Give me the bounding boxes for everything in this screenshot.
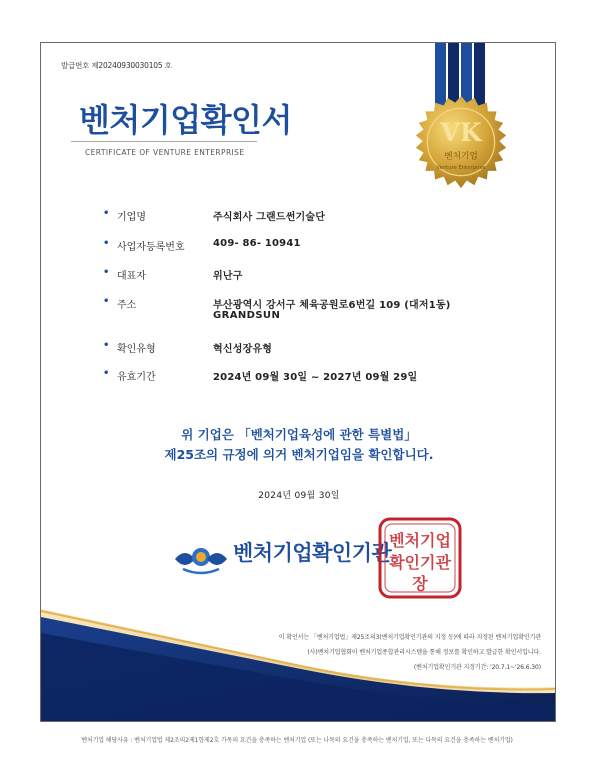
official-seal-icon xyxy=(377,516,463,600)
bullet: • xyxy=(103,368,110,379)
medal-monogram: VK xyxy=(440,118,482,148)
field-label: 유효기간 xyxy=(117,372,156,383)
issuance-note-3: (벤처기업확인기관 지정기간: '20.7.1~'26.6.30) xyxy=(413,664,541,671)
svg-text:확인기관: 확인기관 xyxy=(389,553,451,572)
issuance-note-2: (사)벤처기업협회이 벤처기업종합관리시스템을 통해 정보를 확인하고 발급한 확인서입니다. xyxy=(307,649,541,656)
issue-date: 2024년 09월 30일 xyxy=(258,491,340,501)
statement-line-2: 제25조의 규정에 의거 벤처기업임을 확인합니다. xyxy=(164,447,434,462)
bullet: • xyxy=(103,208,110,219)
medal-korean: 벤처기업 xyxy=(444,151,478,162)
bullet: • xyxy=(103,267,110,278)
venture-medal-icon xyxy=(413,95,509,191)
field-label: 사업자등록번호 xyxy=(117,242,185,253)
field-value: 주식회사 그랜드썬기술단 xyxy=(213,212,326,223)
title-divider xyxy=(71,141,257,142)
statement-line-1: 위 기업은 「벤처기업육성에 관한 특별법」 xyxy=(181,427,417,442)
svg-text:벤처기업: 벤처기업 xyxy=(389,531,451,550)
organization-logo-icon xyxy=(173,543,229,575)
field-value: 2024년 09월 30일 ~ 2027년 09월 29일 xyxy=(213,372,418,383)
field-label: 주소 xyxy=(117,300,137,311)
bullet: • xyxy=(103,340,110,351)
bullet: • xyxy=(103,238,110,249)
issuance-note-1: 이 확인서는 「벤처기업법」제25조의3(벤처기업확인기관의 지정 등)에 따라 지정된 벤처기업확인기관 xyxy=(278,634,541,641)
field-label: 대표자 xyxy=(117,271,146,282)
footer-reason: 벤처기업 해당사유 : 벤처기업법 제2조의2제1항제2호 가목의 요건을 충족하는 벤처기업 (또는 나목의 요건을 충족하는 벤처기업, 또는 다목의 요건을 충족하는 벤처기업) xyxy=(81,737,513,744)
bullet: • xyxy=(103,296,110,307)
svg-text:장: 장 xyxy=(412,574,428,593)
organization-name: 벤처기업확인기관 xyxy=(233,541,392,565)
field-value: 409- 86- 10941 xyxy=(213,238,301,249)
field-label: 기업명 xyxy=(117,212,146,223)
certificate xyxy=(40,42,556,722)
field-value: 부산광역시 강서구 체육공원로6번길 109 (대저1동) xyxy=(213,300,451,311)
field-value: 혁신성장유형 xyxy=(213,344,273,355)
field-value-line2: GRANDSUN xyxy=(213,310,281,321)
field-value: 위난구 xyxy=(213,271,243,282)
document-subtitle: CERTIFICATE OF VENTURE ENTERPRISE xyxy=(85,148,245,157)
document-title: 벤처기업확인서 xyxy=(79,101,292,139)
medal-english: Venture Enterprise xyxy=(436,164,486,171)
field-label: 확인유형 xyxy=(117,344,156,355)
issue-number: 발급번호 제20240930030105 호 xyxy=(61,61,172,70)
